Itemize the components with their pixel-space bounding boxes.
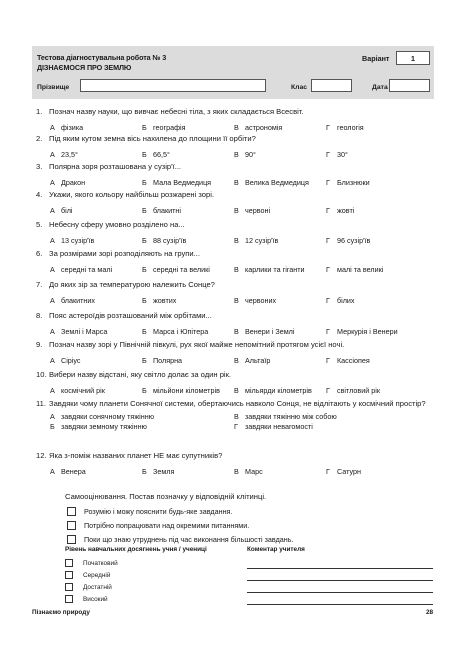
answer-option[interactable]: Г 30°: [326, 150, 348, 159]
page-number: 28: [426, 609, 434, 616]
question-number: 8.: [36, 311, 43, 320]
date-label: Дата: [372, 84, 388, 91]
question-number: 2.: [36, 134, 43, 143]
answer-option[interactable]: Б середні та великі: [142, 265, 210, 274]
answer-option[interactable]: Г малі та великі: [326, 265, 384, 274]
answer-option[interactable]: В астрономія: [234, 123, 283, 132]
comment-line[interactable]: [247, 569, 433, 581]
self-assessment-label: Потрібно попрацювати над окремими питаннями.: [84, 520, 250, 530]
question-text: Познач назву науки, що вивчає небесні тіла, з яких складається Всесвіт.: [49, 107, 304, 116]
checkbox[interactable]: [67, 535, 76, 544]
self-assessment: [65, 492, 445, 546]
self-assessment-item[interactable]: [67, 504, 445, 518]
question: [36, 189, 446, 217]
answer-option[interactable]: Г Кассіопея: [326, 356, 370, 365]
answer-option[interactable]: В карлики та гіганти: [234, 265, 305, 274]
question-text: Познач назву зорі у Північній півкулі, рух якої майже непомітний протягом усієї ночі.: [49, 340, 345, 349]
answer-option[interactable]: Б жовтих: [142, 296, 177, 305]
answer-option[interactable]: Б 66,5°: [142, 150, 170, 159]
checkbox[interactable]: [65, 595, 73, 603]
class-label: Клас: [291, 84, 308, 91]
question-number: 10.: [36, 370, 47, 379]
answer-option[interactable]: А блакитних: [50, 296, 96, 305]
footer-book-title: Пізнаємо природу: [32, 609, 90, 616]
answer-option[interactable]: В Венери і Землі: [234, 327, 295, 336]
answer-option[interactable]: А Венера: [50, 467, 86, 476]
checkbox[interactable]: [65, 559, 73, 567]
self-assessment-label: Поки що знаю утруднень під час виконання більшості завдань.: [84, 534, 294, 544]
self-assessment-label: Розумію і можу пояснити будь-яке завдання.: [84, 506, 233, 516]
question-text: Яка з-поміж названих планет НЕ має супутників?: [49, 451, 223, 460]
answer-option[interactable]: В 12 сузір'їв: [234, 236, 279, 245]
question: [36, 133, 446, 161]
question-text: За розмірами зорі розподіляють на групи...: [49, 249, 200, 258]
answer-option[interactable]: А Землі і Марса: [50, 327, 108, 336]
test-header: [32, 46, 434, 99]
answer-option[interactable]: В мільярди кілометрів: [234, 386, 312, 395]
question: [36, 339, 446, 367]
answer-option[interactable]: Б географія: [142, 123, 186, 132]
variant-label: Варіант: [362, 54, 390, 63]
variant-field[interactable]: 1: [396, 51, 430, 65]
answer-option[interactable]: Б Полярна: [142, 356, 183, 365]
answer-option[interactable]: Г жовті: [326, 206, 355, 215]
question: [36, 161, 446, 189]
comment-line[interactable]: [247, 581, 433, 593]
question-number: 7.: [36, 280, 43, 289]
teacher-comment-title: Коментар учителя: [247, 546, 305, 553]
answer-option[interactable]: Г 96 сузір'їв: [326, 236, 371, 245]
question-text: Небесну сферу умовно розділено на...: [49, 220, 185, 229]
surname-label: Прізвище: [37, 84, 70, 91]
self-assessment-title: Самооцінювання. Постав позначку у відповідній клітинці.: [65, 492, 267, 501]
answer-option[interactable]: Г Близнюки: [326, 178, 370, 187]
answer-option[interactable]: А Дракон: [50, 178, 86, 187]
level-item[interactable]: [65, 581, 207, 593]
teacher-comment: [247, 546, 433, 605]
question: [36, 310, 446, 338]
answer-option[interactable]: Б 88 сузір'їв: [142, 236, 187, 245]
answer-option[interactable]: Г Меркурія і Венери: [326, 327, 398, 336]
level-label: Середній: [83, 571, 111, 579]
answer-option[interactable]: В завдяки тяжінню між собою: [234, 412, 337, 421]
level-item[interactable]: [65, 557, 207, 569]
question-text: Пояс астероїдів розташований між орбітами...: [49, 311, 212, 320]
question: [36, 219, 446, 247]
self-assessment-item[interactable]: [67, 532, 445, 546]
level-label: Початковий: [83, 559, 118, 567]
answer-option[interactable]: Б Мала Ведмедиця: [142, 178, 212, 187]
question-number: 1.: [36, 107, 43, 116]
achievement-level-title: Рівень навчальних досягнень учня / учениці: [65, 546, 207, 553]
answer-option[interactable]: А білі: [50, 206, 73, 215]
answer-option[interactable]: В червоних: [234, 296, 277, 305]
checkbox[interactable]: [67, 521, 76, 530]
answer-option[interactable]: Б Земля: [142, 467, 175, 476]
question-number: 3.: [36, 162, 43, 171]
question: [36, 106, 446, 134]
checkbox[interactable]: [67, 507, 76, 516]
answer-option[interactable]: В 90°: [234, 150, 256, 159]
answer-option[interactable]: Г світловий рік: [326, 386, 380, 395]
date-field[interactable]: [389, 79, 430, 92]
level-label: Високий: [83, 595, 108, 603]
answer-option[interactable]: Б блакитні: [142, 206, 182, 215]
question: [36, 279, 446, 307]
answer-option[interactable]: В Марс: [234, 467, 263, 476]
question-text: До яких зір за температурою належить Сонце?: [49, 280, 215, 289]
answer-option[interactable]: Б мільйони кілометрів: [142, 386, 220, 395]
question-number: 6.: [36, 249, 43, 258]
answer-option[interactable]: В Альтаїр: [234, 356, 271, 365]
question-text: Завдяки чому планети Сонячної системи, обертаючись навколо Сонця, не відлітають у космічний простір?: [49, 399, 426, 408]
answer-option[interactable]: Г геологія: [326, 123, 364, 132]
question-text: Під яким кутом земна вісь нахилена до площини її орбіти?: [49, 134, 256, 143]
answer-option[interactable]: А фізика: [50, 123, 84, 132]
question-number: 12.: [36, 451, 47, 460]
question-number: 5.: [36, 220, 43, 229]
answer-option[interactable]: Г завдяки невагомості: [234, 422, 313, 431]
question: [36, 450, 446, 478]
answer-option[interactable]: Г білих: [326, 296, 355, 305]
answer-option[interactable]: А Сіріус: [50, 356, 81, 365]
question-number: 9.: [36, 340, 43, 349]
test-title-line2: ДІЗНАЄМОСЯ ПРО ЗЕМЛЮ: [37, 63, 132, 72]
answer-option[interactable]: А середні та малі: [50, 265, 113, 274]
question: [36, 398, 446, 432]
surname-field[interactable]: [80, 79, 266, 92]
question: [36, 369, 446, 397]
answer-option[interactable]: А 13 сузір'їв: [50, 236, 95, 245]
comment-line[interactable]: [247, 593, 433, 605]
level-label: Достатній: [83, 583, 112, 591]
checkbox[interactable]: [65, 571, 73, 579]
test-title-line1: Тестова діагностувальна робота № 3: [37, 53, 167, 62]
class-field[interactable]: [311, 79, 352, 92]
answer-option[interactable]: Б Марса і Юпітера: [142, 327, 209, 336]
answer-option[interactable]: В Велика Ведмедиця: [234, 178, 309, 187]
comment-line[interactable]: [247, 557, 433, 569]
question-number: 4.: [36, 190, 43, 199]
self-assessment-item[interactable]: [67, 518, 445, 532]
test-title: [37, 53, 166, 73]
level-item[interactable]: [65, 569, 207, 581]
answer-option[interactable]: Г Сатурн: [326, 467, 361, 476]
achievement-level: [65, 546, 207, 605]
checkbox[interactable]: [65, 583, 73, 591]
question-text: Вибери назву відстані, яку світло долає за один рік.: [49, 370, 232, 379]
answer-option[interactable]: В червоні: [234, 206, 271, 215]
answer-option[interactable]: А завдяки сонячному тяжінню: [50, 412, 155, 421]
level-item[interactable]: [65, 593, 207, 605]
question-text: Полярна зоря розташована у сузір'ї...: [49, 162, 182, 171]
answer-option[interactable]: А космічний рік: [50, 386, 105, 395]
question-number: 11.: [36, 399, 46, 408]
answer-option[interactable]: Б завдяки земному тяжінню: [50, 422, 147, 431]
answer-option[interactable]: А 23,5°: [50, 150, 78, 159]
question: [36, 248, 446, 276]
question-text: Укажи, якого кольору найбільш розжарені зорі.: [49, 190, 215, 199]
